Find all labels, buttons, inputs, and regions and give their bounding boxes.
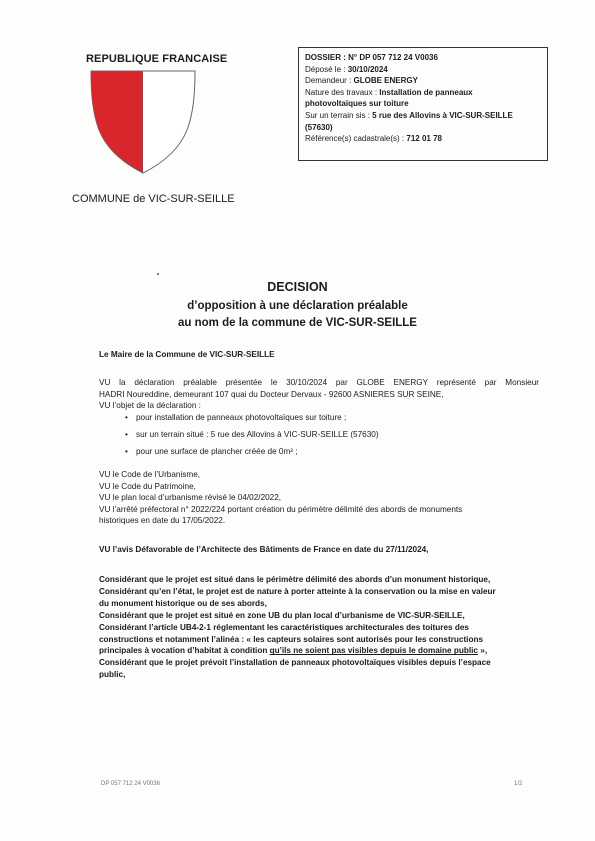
decision-subtitle-2: au nom de la commune de VIC-SUR-SEILLE [178, 317, 417, 329]
demandeur-line: Demandeur : GLOBE ENERGY [305, 76, 418, 86]
vu-code-line: VU l’arrêté préfectoral n° 2022/224 portant création du périmètre délimité des abords de monuments [99, 504, 463, 514]
decision-subtitle-1: d’opposition à une déclaration préalable [187, 300, 408, 312]
considerant-line: du monument historique ou de ses abords, [99, 598, 267, 608]
dossier-line: DOSSIER : N° DP 057 712 24 V0036 [305, 53, 438, 62]
considerant-line: Considérant que le projet est situé en zone UB du plan local d’urbanisme de VIC-SUR-SEILLE, [99, 610, 465, 620]
dossier-info-box [298, 47, 548, 161]
underlined-condition: qu’ils ne soient pas visibles depuis le domaine public [269, 646, 478, 656]
stray-dot [157, 273, 159, 275]
list-item: • pour installation de panneaux photovoltaïques sur toiture ; [125, 413, 347, 422]
bullet-icon: • [125, 430, 128, 439]
considerant-line: Considérant que le projet est situé dans le périmètre délimité des abords d’un monument historique, [99, 575, 491, 584]
nature-line-2: photovoltaïques sur toiture [305, 99, 409, 109]
commune-coat-of-arms [87, 68, 199, 176]
considerant-line: Considérant l’article UB4-2-1 réglementant les caractéristiques architecturales des toitures des [99, 622, 469, 632]
commune-name: COMMUNE de VIC-SUR-SEILLE [72, 193, 235, 205]
considerant-line: Considérant qu’en l’état, le projet est de nature à porter atteinte à la conservation ou la mise en valeur [99, 586, 496, 596]
nature-line: Nature des travaux : Installation de panneaux [305, 87, 473, 97]
considerant-line: principales à vocation d’habitat à condition qu’ils ne soient pas visibles depuis le domaine public », [99, 646, 488, 656]
bullet-icon: • [125, 447, 128, 456]
cadastre-line: Référence(s) cadastrale(s) : 712 01 78 [305, 134, 442, 144]
footer-reference: DP 057 712 24 V0036 [101, 781, 160, 787]
vu-avis-line: VU l’avis Défavorable de l’Architecte des Bâtiments de France en date du 27/11/2024, [99, 545, 429, 554]
list-item: • pour une surface de plancher créée de 0m² ; [125, 447, 298, 456]
vu-declaration-block [99, 377, 539, 412]
vu-codes-block [99, 469, 539, 527]
vu-declaration-line-1: VU la déclaration préalable présentée le 30/10/2024 par GLOBE ENERGY représenté par Monsieur [99, 378, 539, 387]
vu-code-line: VU le Code du Patrimoine, [99, 481, 196, 491]
list-item: • sur un terrain situé : 5 rue des Allovins à VIC-SUR-SEILLE (57630) [125, 430, 379, 439]
considerant-line: public, [99, 670, 126, 680]
vu-code-line: VU le plan local d’urbanisme révisé le 04/02/2022, [99, 493, 282, 503]
vu-object-line: VU l’objet de la déclaration : [99, 401, 201, 411]
terrain-line: Sur un terrain sis : 5 rue des Allovins à VIC-SUR-SEILLE [305, 110, 513, 120]
considerant-line: constructions et notamment l’alinéa : « les capteurs solaires sont autorisés pour les constructions [99, 634, 484, 644]
vu-code-line: VU le Code de l’Urbanisme, [99, 470, 201, 479]
bullet-icon: • [125, 413, 128, 422]
republic-heading: REPUBLIQUE FRANCAISE [86, 53, 228, 65]
decision-title: DECISION [267, 280, 328, 294]
considerant-block [99, 574, 539, 681]
depose-line: Déposé le : 30/10/2024 [305, 64, 388, 74]
vu-declaration-line-2: HADRI Noureddine, demeurant 107 quai du Docteur Dervaux - 92600 ASNIERES SUR SEINE, [99, 389, 444, 399]
vu-code-line: historiques en date du 17/05/2022. [99, 516, 226, 526]
mayor-heading: Le Maire de la Commune de VIC-SUR-SEILLE [99, 350, 275, 359]
considerant-line: Considérant que le projet prévoit l’installation de panneaux photovoltaïques visibles depuis l’espace [99, 658, 491, 668]
page-number: 1/2 [514, 781, 523, 787]
terrain-line-2: (57630) [305, 122, 333, 132]
